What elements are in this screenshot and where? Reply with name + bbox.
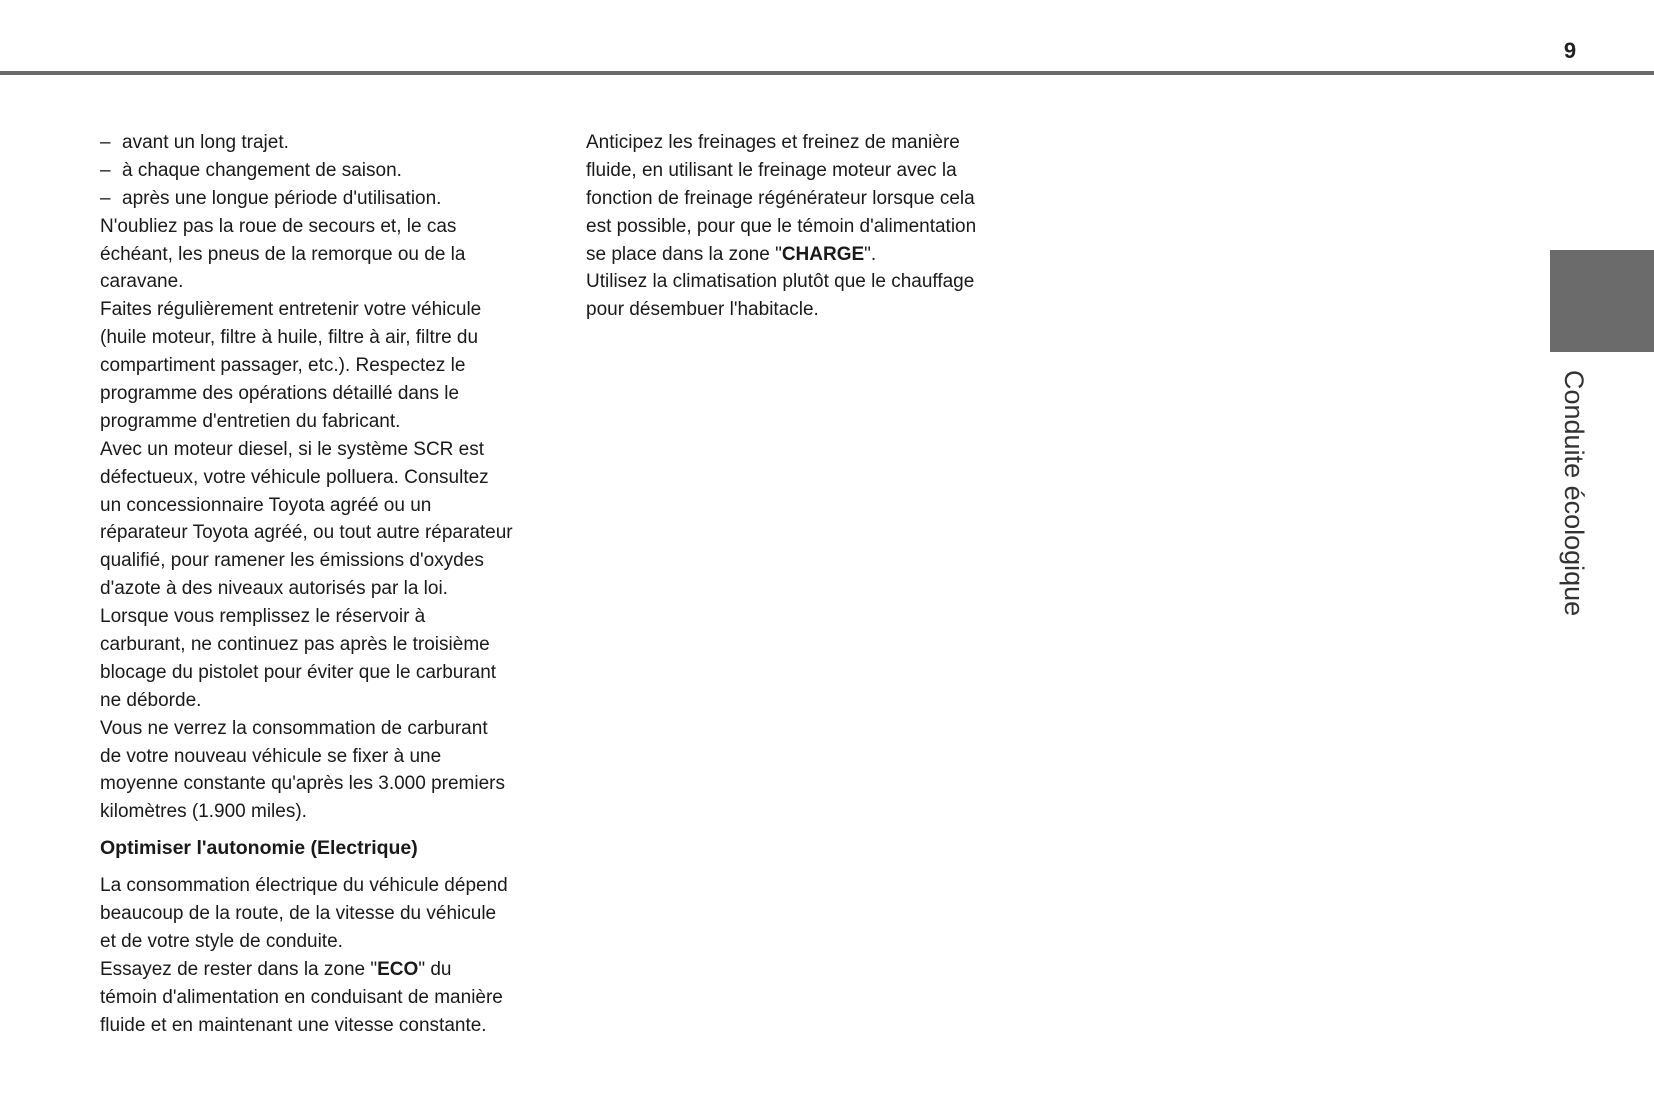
body-line: ne déborde. (100, 689, 202, 711)
body-line: N'oubliez pas la roue de secours et, le cas (100, 215, 457, 237)
section-heading: Optimiser l'autonomie (Electrique) (100, 837, 418, 860)
body-line: Utilisez la climatisation plutôt que le chauffage (586, 271, 975, 293)
left-column (100, 129, 570, 1040)
charge-line (586, 241, 1056, 269)
charge-zone-label: CHARGE (781, 243, 865, 265)
chapter-tab-label: Conduite écologique (1559, 370, 1589, 617)
dash-item (100, 185, 570, 213)
body-line: est possible, pour que le témoin d'alimentation (586, 215, 977, 237)
dash-bullet: – (100, 159, 111, 181)
dash-item-text: avant un long trajet. (122, 132, 289, 153)
body-line: Faites régulièrement entretenir votre véhicule (100, 299, 482, 321)
eco-line-after: " du (418, 958, 452, 980)
body-line: Anticipez les freinages et freinez de manière (586, 132, 960, 153)
body-line: La consommation électrique du véhicule dépend (100, 875, 508, 897)
body-line: carburant, ne continuez pas après le troisième (100, 634, 490, 656)
eco-zone-label: ECO (377, 958, 419, 980)
dash-item (100, 129, 570, 157)
body-line: échéant, les pneus de la remorque ou de la (100, 243, 466, 265)
dash-item (100, 157, 570, 185)
body-line: défectueux, votre véhicule polluera. Consultez (100, 466, 489, 488)
body-line: de votre nouveau véhicule se fixer à une (100, 745, 442, 767)
dash-bullet: – (100, 132, 111, 153)
body-line: fonction de freinage régénérateur lorsque cela (586, 187, 975, 209)
body-line: Vous ne verrez la consommation de carburant (100, 717, 488, 739)
body-line: et de votre style de conduite. (100, 931, 343, 953)
body-line: témoin d'alimentation en conduisant de manière (100, 986, 503, 1008)
eco-line-before: Essayez de rester dans la zone " (100, 958, 378, 980)
charge-line-after: ". (864, 243, 877, 265)
body-line: caravane. (100, 271, 184, 293)
body-line: kilomètres (1.900 miles). (100, 801, 307, 823)
charge-line-before: se place dans la zone " (586, 243, 782, 265)
heading-spacer (100, 862, 570, 872)
page-number: 9 (1563, 38, 1577, 63)
body-line: beaucoup de la route, de la vitesse du véhicule (100, 903, 497, 925)
body-line: fluide et en maintenant une vitesse constante. (100, 1014, 487, 1036)
body-line: Lorsque vous remplissez le réservoir à (100, 606, 426, 628)
body-line: compartiment passager, etc.). Respectez le (100, 355, 466, 377)
body-line: blocage du pistolet pour éviter que le carburant (100, 661, 497, 683)
dash-item-text: après une longue période d'utilisation. (122, 187, 442, 209)
body-line: d'azote à des niveaux autorisés par la loi. (100, 578, 448, 600)
dash-item-text: à chaque changement de saison. (122, 159, 402, 181)
body-line: programme d'entretien du fabricant. (100, 410, 401, 432)
body-line: pour désembuer l'habitacle. (586, 299, 819, 321)
body-line: réparateur Toyota agréé, ou tout autre réparateur (100, 522, 513, 544)
right-column (586, 129, 1056, 324)
chapter-tab-marker (1550, 250, 1654, 352)
eco-line (100, 956, 570, 984)
header-rule (0, 71, 1654, 75)
body-line: moyenne constante qu'après les 3.000 premiers (100, 773, 505, 795)
body-line: un concessionnaire Toyota agréé ou un (100, 494, 432, 516)
body-line: qualifié, pour ramener les émissions d'oxydes (100, 550, 484, 572)
body-line: Avec un moteur diesel, si le système SCR est (100, 438, 485, 460)
dash-bullet: – (100, 187, 111, 209)
body-line: fluide, en utilisant le freinage moteur avec la (586, 159, 957, 181)
body-line: programme des opérations détaillé dans le (100, 383, 460, 405)
body-line: (huile moteur, filtre à huile, filtre à air, filtre du (100, 327, 479, 349)
